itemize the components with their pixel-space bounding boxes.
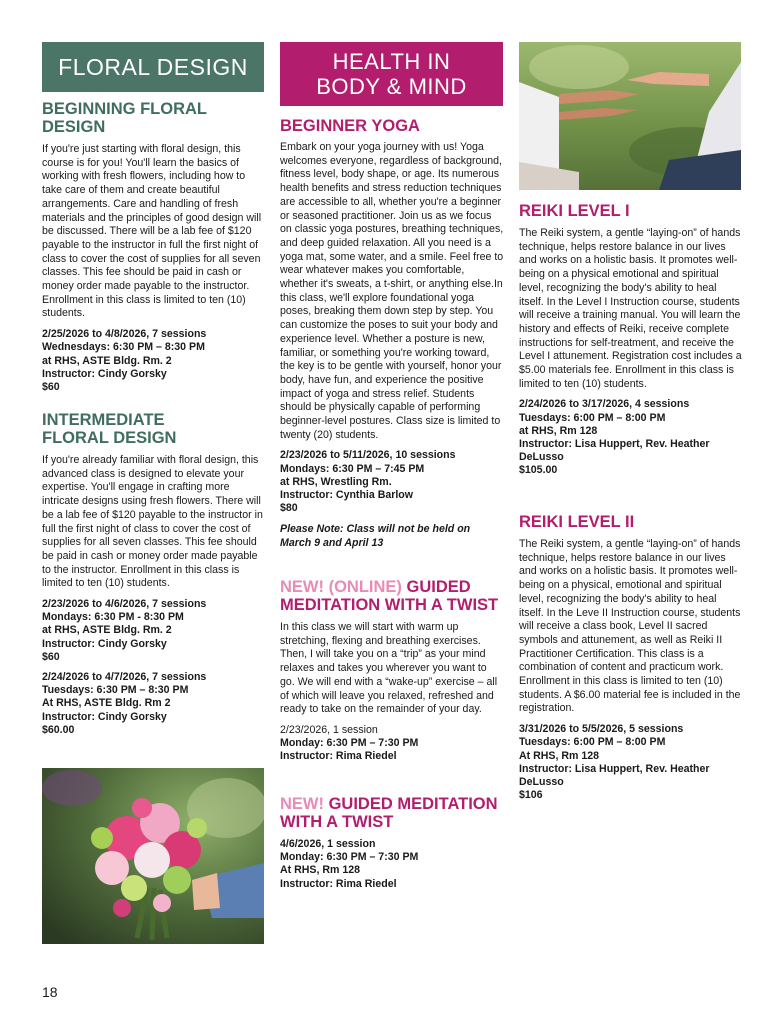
reiki-level-1-title: REIKI LEVEL I	[519, 202, 630, 220]
online-meditation-section	[280, 578, 504, 764]
session-location: at RHS, ASTE Bldg. Rm. 2	[42, 624, 172, 637]
intermediate-floral-description: If you're already familiar with floral design, this advanced class is designed to elevate your expertise. You'll engage in crafting more intricate designs using fresh flowers. There will be a lab fee of $120 payable to the instructor in full the first night of class to cover the cost of supplies for all seven classes. This fee should be paid in cash or money order made payable to the instructor. Enrollment in this class is limited to ten (10) students.	[42, 454, 263, 590]
session-instructor: Instructor: Rima Riedel	[280, 750, 397, 763]
session-price: $106	[519, 789, 543, 802]
session-instructor: Instructor: Cindy Gorsky	[42, 710, 167, 723]
beginner-yoga-note	[280, 523, 504, 549]
online-meditation-title-line2: MEDITATION WITH A TWIST	[280, 596, 499, 614]
session-instructor: Instructor: Lisa Huppert, Rev. Heather	[519, 438, 710, 451]
session-location: at RHS, Wrestling Rm.	[280, 475, 392, 488]
session-location: At RHS, Rm 128	[519, 749, 600, 762]
online-meditation-title	[280, 578, 504, 614]
meditation-title-rest: GUIDED MEDITATION	[324, 795, 498, 813]
beginning-floral-description: If you're just starting with floral design, this course is for you! You'll learn the basics of working with fresh flowers, including how to take care of them and create beautiful arrangements. Care and handling of fresh materials and the principles of good design will be discussed. There will be a lab fee of $120 payable to the instructor in full the first night of class to cover the cost of supplies for all seven classes. This fee should be paid in cash or money order made payable to the instructor. Enrollment in this class is limited to ten (10) students.	[42, 143, 262, 320]
session-dates: 4/6/2026, 1 session	[280, 838, 376, 850]
session-price: $60	[42, 650, 60, 663]
intermediate-floral-title	[42, 411, 264, 447]
reiki-level-2-title: REIKI LEVEL II	[519, 513, 635, 531]
reiki-hands-photo	[519, 42, 741, 190]
session-time: Tuesdays: 6:00 PM – 8:00 PM	[519, 736, 666, 749]
meditation-title	[280, 795, 504, 831]
beginning-floral-section	[42, 100, 264, 394]
session-instructor-cont: DeLusso	[519, 775, 564, 788]
reiki-level-1-section	[519, 202, 743, 478]
session-location: At RHS, ASTE Bldg. Rm 2	[42, 697, 171, 710]
session-price: $60	[42, 380, 60, 393]
flower-bouquet-photo	[42, 768, 264, 944]
session-price: $60.00	[42, 723, 75, 736]
session-time: Tuesdays: 6:30 PM – 8:30 PM	[42, 684, 189, 697]
floral-design-banner	[42, 42, 264, 92]
session-dates: 2/23/2026 to 4/6/2026, 7 sessions	[42, 598, 207, 611]
session-time: Monday: 6:30 PM – 7:30 PM	[280, 851, 419, 864]
intermediate-floral-title-line1: INTERMEDIATE	[42, 411, 165, 429]
intermediate-floral-title-line2: FLORAL DESIGN	[42, 429, 177, 447]
session-price: $105.00	[519, 464, 558, 477]
intermediate-floral-section	[42, 411, 264, 737]
online-meditation-session	[280, 724, 504, 764]
note-line2: March 9 and April 13	[280, 536, 384, 549]
session-time: Mondays: 6:30 PM – 7:45 PM	[280, 462, 425, 475]
session-instructor: Instructor: Cindy Gorsky	[42, 637, 167, 650]
session-instructor: Instructor: Rima Riedel	[280, 877, 397, 890]
meditation-session	[280, 838, 504, 891]
beginning-floral-title	[42, 100, 264, 136]
note-line1: Please Note: Class will not be held on	[280, 523, 471, 536]
beginner-yoga-description: Embark on your yoga journey with us! Yoga welcomes everyone, regardless of background, fitness level, body shape, or age. Its numerous health benefits and stress reduction techniques are accessible to all, whether you're a beginner or seasoned practitioner. Join us as we focus on classic yoga postures, breathing techniques, and deep guided relaxation. All you need is a yoga mat, some water, and a smile. Feel free to wear whatever makes you comfortable, whether it's sweats, a t-shirt, or anything else.In this class, we'll explore foundational yoga poses, breaking them down step by step. You can customize the poses to suit your body and experience level. Whether a posture is new, familiar, or something you're working toward, the key is to be gentle with yourself, honor your body, have fun, and experience the positive impact of yoga and stress relief. Students should be physically capable of performing beginner-level postures. Class size is limited to twenty (20) students.	[280, 141, 504, 441]
meditation-title-line2: WITH A TWIST	[280, 813, 394, 831]
session-instructor: Instructor: Cynthia Barlow	[280, 489, 414, 502]
session-instructor-cont: DeLusso	[519, 451, 564, 464]
intermediate-floral-session-1	[42, 598, 264, 664]
reiki-level-1-description: The Reiki system, a gentle “laying-on” of hands technique, helps restore balance in our lives and works on a holistic basis. It promotes well-being on a physical emotional and spiritual level, recognizing the body's ability to heal itself. In the Level I Instruction course, students will receive a training manual. You will learn the history and effects of Reiki, receive complete instructions for self-treatment, and receive the Level I attunement. Registration cost includes a $5.00 materials fee. Enrollment in this class is limited to ten (10) students.	[519, 227, 742, 390]
session-dates: 2/23/2026 to 5/11/2026, 10 sessions	[280, 449, 456, 462]
online-meditation-title-rest: GUIDED	[401, 578, 471, 596]
reiki-level-1-session	[519, 398, 743, 477]
session-dates: 2/24/2026 to 4/7/2026, 7 sessions	[42, 671, 207, 684]
session-dates: 2/25/2026 to 4/8/2026, 7 sessions	[42, 328, 207, 341]
session-location: At RHS, Rm 128	[280, 864, 361, 877]
intermediate-floral-session-2	[42, 671, 264, 737]
session-location: at RHS, Rm 128	[519, 424, 598, 437]
reiki-level-2-section	[519, 513, 743, 802]
beginning-floral-title-line1: BEGINNING FLORAL	[42, 100, 207, 118]
beginner-yoga-title: BEGINNER YOGA	[280, 117, 420, 135]
reiki-level-2-session	[519, 723, 743, 802]
session-time: Monday: 6:30 PM – 7:30 PM	[280, 737, 419, 750]
session-dates: 3/31/2026 to 5/5/2026, 5 sessions	[519, 723, 684, 736]
session-dates: 2/23/2026, 1 session	[280, 723, 378, 736]
session-location: at RHS, ASTE Bldg. Rm. 2	[42, 354, 172, 367]
session-instructor: Instructor: Cindy Gorsky	[42, 367, 167, 380]
session-dates: 2/24/2026 to 3/17/2026, 4 sessions	[519, 398, 690, 411]
floral-design-banner-text: FLORAL DESIGN	[58, 53, 248, 80]
new-online-tag: NEW! (ONLINE)	[280, 578, 402, 596]
online-meditation-description: In this class we will start with warm up stretching, flexing and breathing exercises. Then, I will take you on a “trip” as your mind relaxes and takes you wherever you want to go. We will end with a “wake-up” exercise – all of which will leave you relaxed, refreshed and ready to take on the remainder of your day.	[280, 621, 498, 716]
meditation-section	[280, 795, 504, 891]
health-banner-line2: BODY & MIND	[316, 74, 467, 99]
session-price: $80	[280, 502, 298, 515]
beginning-floral-title-line2: DESIGN	[42, 118, 106, 136]
new-tag: NEW!	[280, 795, 324, 813]
health-body-mind-banner	[280, 42, 503, 106]
session-instructor: Instructor: Lisa Huppert, Rev. Heather	[519, 762, 710, 775]
beginner-yoga-session	[280, 449, 504, 515]
reiki-level-2-description: The Reiki system, a gentle “laying-on” of hands technique, helps restore balance in our lives and works on a holistic basis. It promotes well-being on a physical, emotional and spiritual level, recognizing the body's ability to heal itself. In the Leve II Instruction course, students will receive a class book, Level II sacred symbols and attunement, as well as Reiki II Practitioner Certification. This class is a combination of content and practicum work. Enrollment in this class is limited to ten (10) students. A $6.00 material fee is included in the registration.	[519, 538, 741, 715]
health-banner-line1: HEALTH IN	[332, 49, 451, 74]
beginning-floral-session	[42, 328, 264, 394]
session-time: Tuesdays: 6:00 PM – 8:00 PM	[519, 411, 666, 424]
session-time: Mondays: 6:30 PM - 8:30 PM	[42, 611, 184, 624]
beginner-yoga-section	[280, 117, 504, 550]
session-time: Wednesdays: 6:30 PM – 8:30 PM	[42, 341, 205, 354]
page-number: 18	[42, 984, 58, 1000]
